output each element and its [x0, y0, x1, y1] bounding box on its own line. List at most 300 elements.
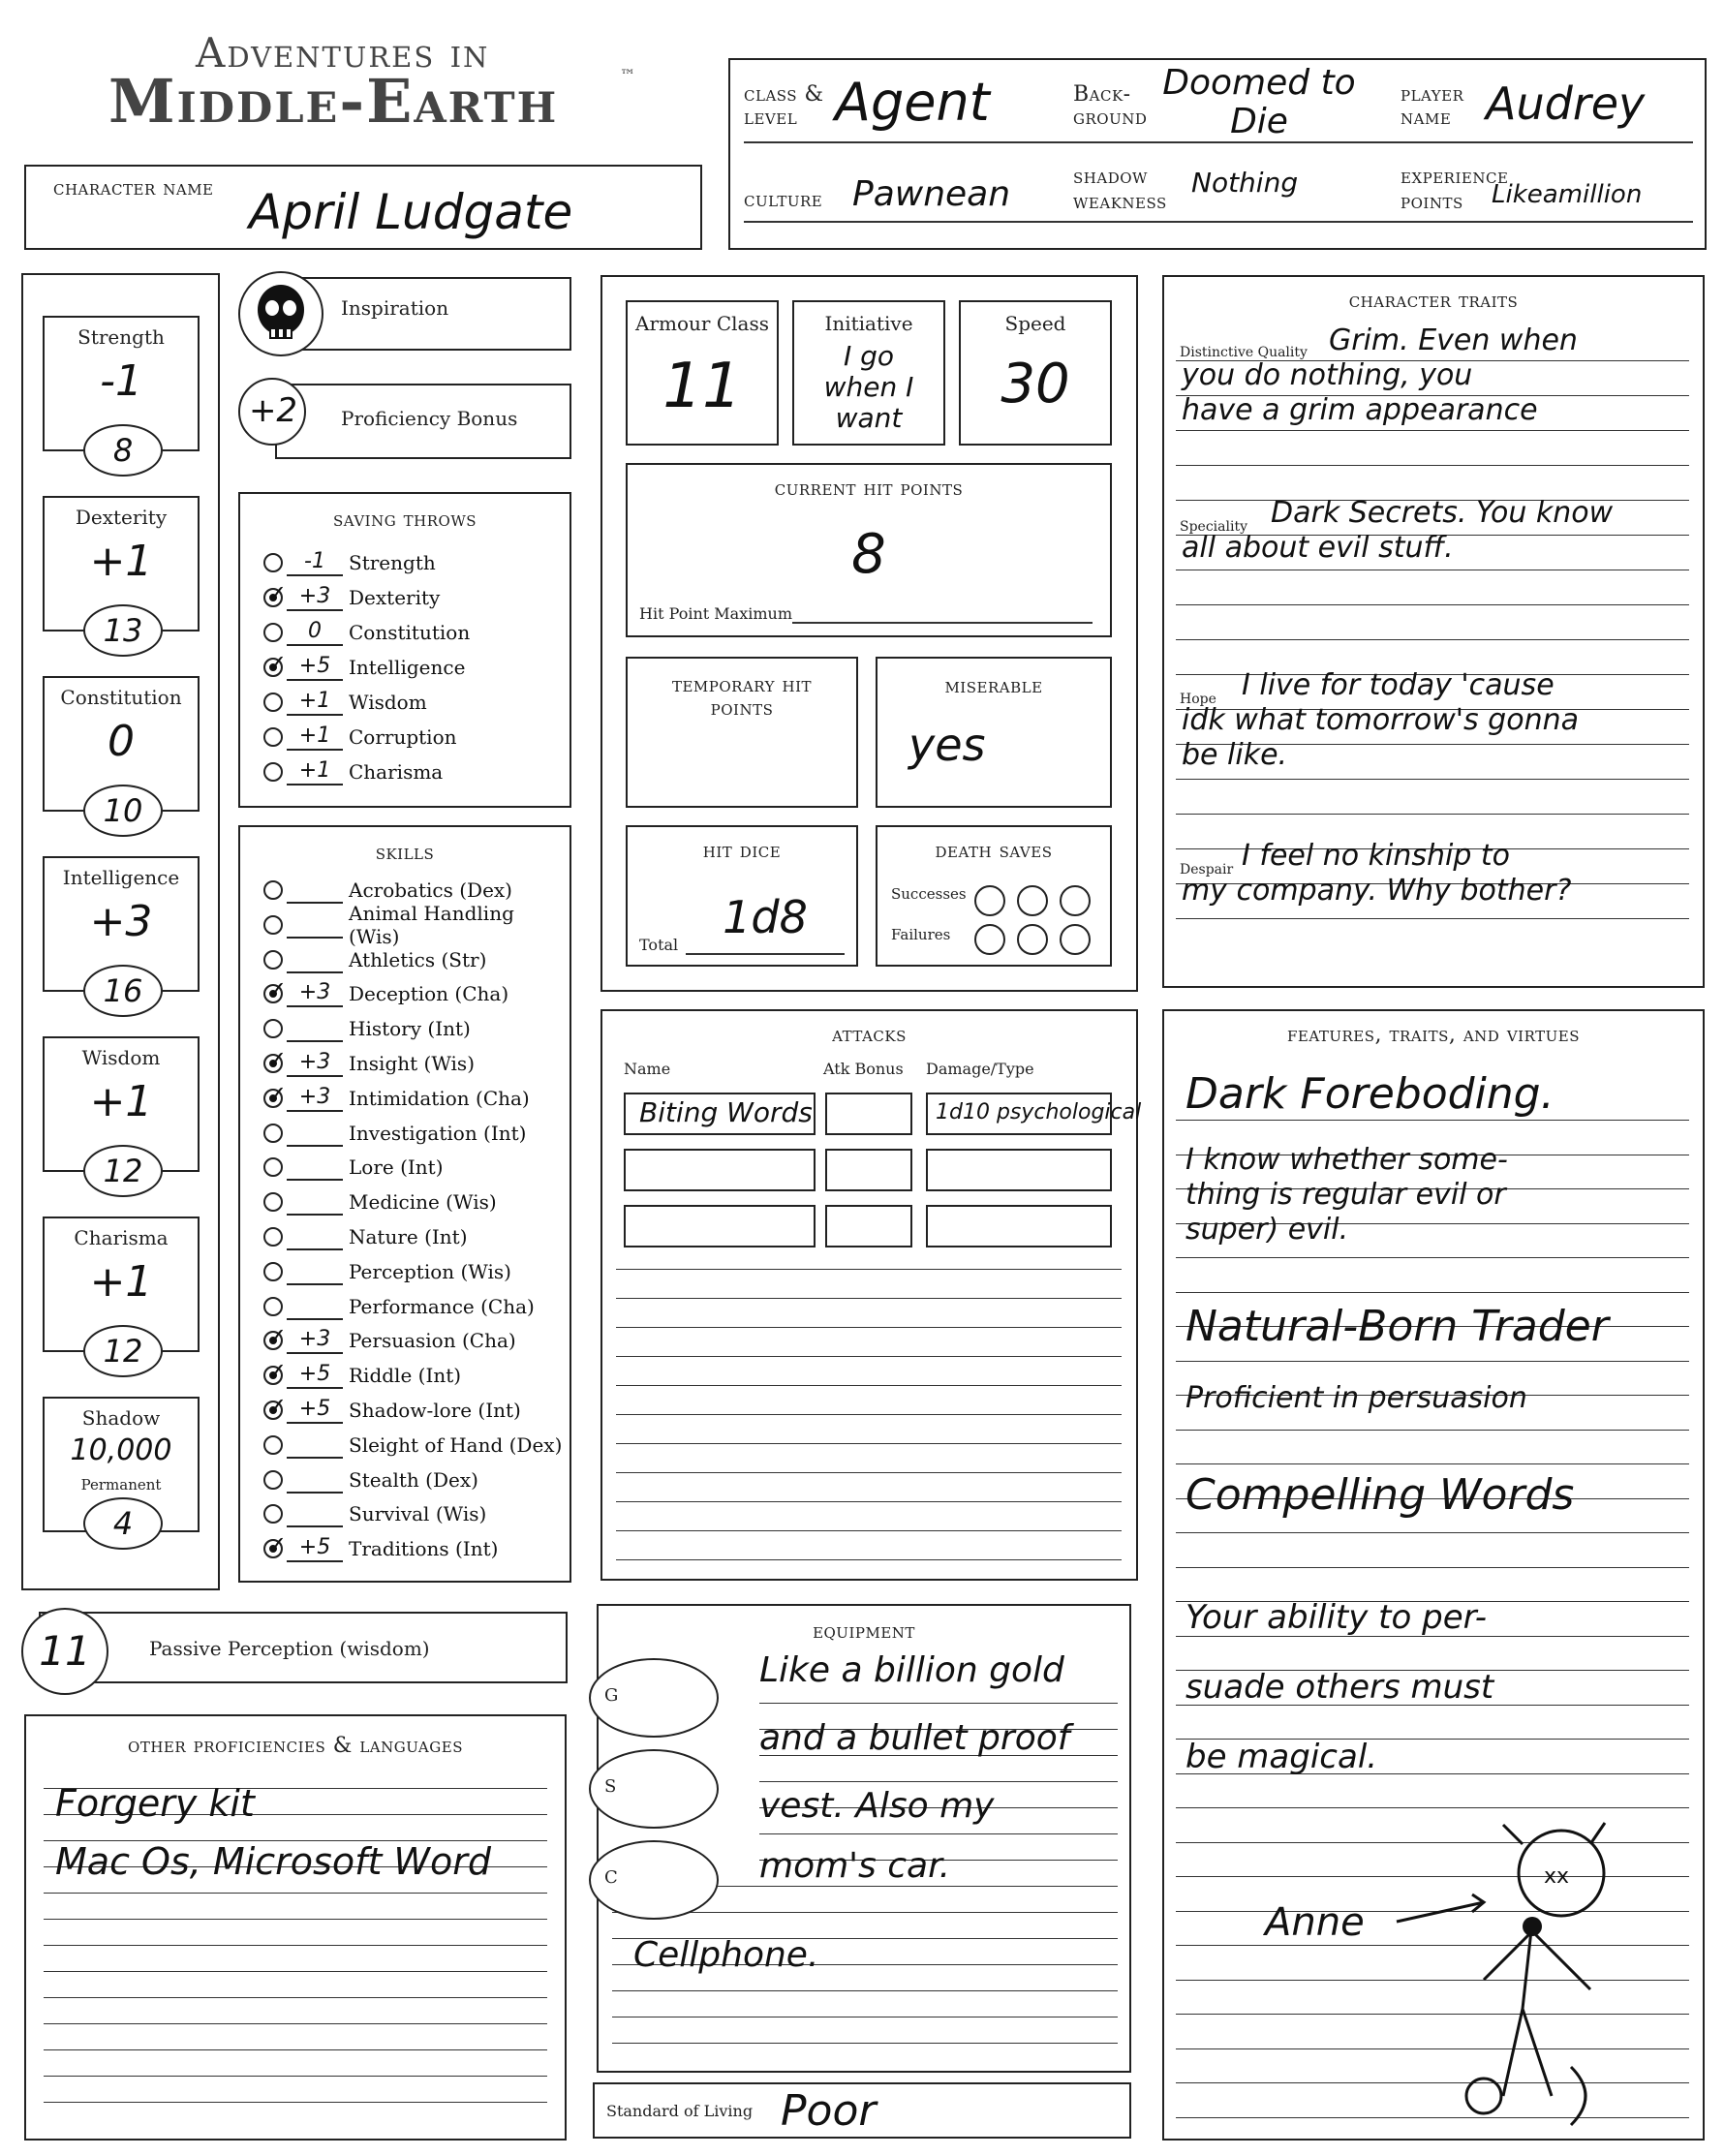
success-circle[interactable] [974, 885, 1005, 916]
skill-proficiency-bubble[interactable] [263, 1080, 288, 1108]
attack-name-field[interactable] [624, 1149, 816, 1191]
feature-line [1176, 1567, 1689, 1568]
attack-note-line [616, 1298, 1122, 1299]
feature-text-line[interactable]: Proficient in persuasion [1185, 1381, 1527, 1415]
skill-name: Riddle (Int) [349, 1364, 462, 1388]
skill-name: Investigation (Int) [349, 1121, 527, 1145]
ability-score[interactable]: 10 [103, 792, 143, 829]
current-hp-label: current hit points [774, 477, 964, 501]
ability-score-circle [83, 424, 163, 477]
checkmark-icon: ✓ [267, 1323, 288, 1351]
other-prof-line [44, 2076, 547, 2077]
skill-name: Perception (Wis) [349, 1259, 511, 1283]
class-level-value[interactable]: Agent [835, 72, 990, 133]
initiative-value[interactable]: I go when I want [823, 340, 914, 434]
skill-modifier[interactable] [287, 911, 343, 939]
hit-dice-total-label: Total [639, 936, 679, 954]
skill-name: Survival (Wis) [349, 1502, 487, 1526]
ability-modifier[interactable]: 0 [108, 717, 135, 766]
skill-proficiency-bubble[interactable] [263, 1157, 283, 1177]
skill-modifier[interactable]: +3 [287, 1085, 343, 1112]
ability-score[interactable]: 12 [103, 1153, 143, 1189]
skill-row[interactable] [263, 1359, 564, 1392]
ability-modifier[interactable]: +1 [89, 1257, 153, 1307]
death-saves-label: death saves [935, 839, 1053, 863]
saving-throw-proficiency-bubble[interactable] [263, 650, 288, 677]
saving-throw-proficiency-bubble[interactable] [263, 693, 283, 712]
ability-score[interactable]: 16 [103, 972, 143, 1009]
feature-line [1176, 1361, 1689, 1362]
features-box [1162, 1009, 1705, 2141]
feature-line [1176, 1430, 1689, 1431]
ability-score-circle [83, 965, 163, 1017]
skull-icon [240, 273, 322, 354]
skill-row[interactable] [263, 1220, 564, 1253]
trait-text-line[interactable]: Dark Secrets. You know [1271, 496, 1614, 530]
other-prof-line [44, 1945, 547, 1946]
skill-row[interactable] [263, 1047, 564, 1080]
saving-throw-modifier[interactable]: +5 [287, 654, 343, 681]
hit-dice-value[interactable]: 1d8 [723, 891, 808, 943]
skill-name: Animal Handling (Wis) [349, 901, 514, 948]
other-prof-line [44, 1919, 547, 1920]
attack-name-field[interactable] [624, 1205, 816, 1247]
trait-text-line[interactable]: Grim. Even when [1329, 323, 1578, 357]
skill-name: Performance (Cha) [349, 1294, 535, 1318]
skill-modifier[interactable] [287, 1500, 343, 1527]
other-prof-line [44, 2023, 547, 2024]
attack-bonus-field[interactable] [825, 1149, 912, 1191]
class-level-label: class & level [744, 82, 824, 130]
checkmark-icon: ✓ [267, 1358, 288, 1386]
checkmark-icon: ✓ [267, 1531, 288, 1559]
equipment-item[interactable]: and a bullet proof [759, 1718, 1070, 1758]
ability-modifier[interactable]: +3 [89, 897, 153, 946]
attack-note-line [616, 1414, 1122, 1415]
temp-hp-box [626, 657, 858, 808]
inspiration-circle[interactable] [238, 271, 323, 356]
experience-label: experience points [1401, 165, 1509, 214]
skill-name: Nature (Int) [349, 1225, 468, 1248]
trait-line [1176, 779, 1689, 780]
saving-throw-modifier[interactable]: +1 [287, 689, 343, 716]
equipment-item[interactable]: vest. Also my [759, 1786, 995, 1826]
success-circle[interactable] [1060, 885, 1091, 916]
ability-score[interactable]: 8 [112, 432, 134, 469]
other-prof-line-2[interactable]: Mac Os, Microsoft Word [55, 1840, 491, 1883]
attack-note-line [616, 1356, 1122, 1357]
saving-throw-name: Intelligence [349, 656, 466, 679]
attacks-box [600, 1009, 1142, 1581]
other-prof-line [44, 1893, 547, 1894]
background-label: Back-ground [1073, 82, 1148, 130]
shadow-weakness-value[interactable]: Nothing [1191, 167, 1299, 199]
shadow-permanent-label: Permanent [80, 1476, 162, 1494]
attack-name-field[interactable] [624, 1093, 816, 1135]
skill-proficiency-bubble[interactable] [263, 1297, 283, 1316]
logo-line2: Middle-Earth [108, 66, 559, 137]
skill-row[interactable] [263, 901, 564, 948]
skill-modifier[interactable] [287, 877, 343, 904]
trait-line [1176, 814, 1689, 815]
saving-throw-modifier[interactable]: -1 [287, 549, 343, 576]
miserable-value[interactable]: yes [908, 719, 986, 771]
saving-throw-row[interactable] [263, 616, 564, 649]
attack-note-line [616, 1530, 1122, 1531]
armour-class-value[interactable]: 11 [662, 351, 742, 422]
ability-label: Dexterity [75, 506, 168, 529]
skill-modifier[interactable] [287, 1293, 343, 1320]
checkmark-icon: ✓ [267, 1046, 288, 1073]
ability-modifier[interactable]: +1 [89, 1077, 153, 1126]
skill-proficiency-bubble[interactable] [263, 1019, 283, 1038]
ability-label: Wisdom [81, 1046, 161, 1069]
saving-throw-proficiency-bubble[interactable] [263, 553, 283, 572]
saving-throw-proficiency-bubble[interactable] [263, 623, 283, 642]
ability-score-circle [83, 1145, 163, 1197]
skill-row[interactable] [263, 1324, 564, 1357]
failures-label: Failures [891, 926, 951, 943]
skill-proficiency-bubble[interactable] [263, 1358, 288, 1386]
saving-throw-proficiency-bubble[interactable] [263, 727, 283, 747]
skill-name: Shadow-lore (Int) [349, 1399, 521, 1422]
sketch-label: Anne [1265, 1900, 1365, 1945]
traits-title: character traits [1348, 289, 1519, 313]
saving-throw-proficiency-bubble[interactable] [263, 762, 283, 782]
skill-proficiency-bubble[interactable] [263, 1124, 283, 1143]
attack-note-line [616, 1327, 1122, 1328]
other-prof-line [44, 2102, 547, 2103]
skill-row[interactable] [263, 1012, 564, 1045]
ability-score-circle [83, 1325, 163, 1377]
skill-proficiency-bubble[interactable] [263, 1531, 288, 1559]
saving-throw-proficiency-bubble[interactable] [263, 580, 288, 607]
attack-note-line [616, 1472, 1122, 1473]
feature-line [1176, 1292, 1689, 1293]
skill-row[interactable] [263, 1394, 564, 1427]
doodle-sketch [1377, 1805, 1687, 2135]
skill-proficiency-bubble[interactable] [263, 1262, 283, 1281]
attacks-col-name: Name [624, 1060, 671, 1078]
traits-box [1162, 275, 1705, 988]
equipment-item[interactable]: Like a billion gold [759, 1650, 1064, 1690]
shadow-permanent-value[interactable]: 4 [112, 1505, 134, 1542]
initiative-label: Initiative [824, 312, 913, 335]
saving-throw-row[interactable] [263, 581, 564, 614]
skill-name: Traditions (Int) [349, 1537, 499, 1561]
skill-modifier[interactable] [287, 1120, 343, 1147]
skill-modifier[interactable] [287, 1258, 343, 1285]
skill-modifier[interactable] [287, 1432, 343, 1459]
skill-modifier[interactable] [287, 1015, 343, 1042]
feature-text-line[interactable]: Your ability to per- [1185, 1598, 1488, 1637]
logo-tm: ™ [620, 66, 635, 84]
skill-row[interactable] [263, 1497, 564, 1530]
trait-text-line[interactable]: be like. [1182, 738, 1288, 772]
feature-title[interactable]: Dark Foreboding. [1185, 1069, 1555, 1119]
trait-text-line[interactable]: my company. Why bother? [1182, 874, 1572, 908]
trait-text-line[interactable]: all about evil stuff. [1182, 531, 1454, 565]
feature-text-line[interactable]: thing is regular evil or [1185, 1178, 1506, 1212]
skill-proficiency-bubble[interactable] [263, 1504, 283, 1524]
feature-title[interactable]: Natural-Born Trader [1185, 1302, 1609, 1351]
attack-name: Biting Words [639, 1096, 813, 1128]
attack-damage-field[interactable] [926, 1149, 1112, 1191]
saving-throw-row[interactable] [263, 686, 564, 719]
shadow-label: Shadow [81, 1406, 161, 1430]
skill-modifier[interactable] [287, 1223, 343, 1250]
other-prof-title: other proficiencies & languages [128, 1734, 463, 1758]
saving-throw-modifier[interactable]: +3 [287, 584, 343, 611]
initiative-box [792, 300, 945, 446]
attack-note-line [616, 1385, 1122, 1386]
logo-line1: Adventures in [196, 29, 490, 77]
skill-modifier[interactable]: +3 [287, 1327, 343, 1354]
skill-row[interactable] [263, 1463, 564, 1496]
skill-proficiency-bubble[interactable] [263, 1435, 283, 1455]
speed-label: Speed [1004, 312, 1066, 335]
player-name-value[interactable]: Audrey [1486, 77, 1646, 130]
checkmark-icon: ✓ [267, 650, 288, 677]
feature-text-line[interactable]: be magical. [1185, 1738, 1378, 1776]
failure-circle[interactable] [1017, 924, 1048, 955]
saving-throws-box [238, 492, 571, 808]
skill-name: History (Int) [349, 1017, 471, 1041]
skill-row[interactable] [263, 977, 564, 1010]
skill-modifier[interactable] [287, 1188, 343, 1216]
trait-text-line[interactable]: have a grim appearance [1182, 393, 1538, 427]
saving-throw-modifier[interactable]: +1 [287, 724, 343, 751]
saving-throw-modifier[interactable]: +1 [287, 758, 343, 785]
feature-text-line[interactable]: I know whether some- [1185, 1143, 1508, 1177]
feature-line [1176, 1532, 1689, 1533]
feature-text-line[interactable]: suade others must [1185, 1668, 1494, 1707]
skill-row[interactable] [263, 1255, 564, 1288]
saving-throw-modifier[interactable]: 0 [287, 619, 343, 646]
skill-name: Athletics (Str) [349, 947, 487, 971]
saving-throw-name: Corruption [349, 725, 457, 749]
skill-name: Medicine (Wis) [349, 1190, 497, 1215]
trait-text-line[interactable]: I live for today 'cause [1242, 668, 1555, 702]
trait-text-line[interactable]: you do nothing, you [1182, 358, 1473, 392]
proficiency-value[interactable]: +2 [248, 391, 298, 430]
header-info-box [728, 58, 1707, 250]
attack-bonus-field[interactable] [825, 1093, 912, 1135]
skill-row[interactable] [263, 1290, 564, 1323]
skill-proficiency-bubble[interactable] [263, 1470, 283, 1490]
equipment-line [759, 1833, 1118, 1834]
ability-label: Strength [77, 325, 165, 349]
shadow-weakness-label: shadow weakness [1073, 165, 1167, 214]
feature-line [1176, 1120, 1689, 1121]
feature-text-line[interactable]: super) evil. [1185, 1213, 1349, 1247]
speed-value[interactable]: 30 [1001, 353, 1070, 416]
ability-score[interactable]: 12 [103, 1333, 143, 1370]
skill-proficiency-bubble[interactable] [263, 915, 283, 935]
culture-label: culture [744, 188, 823, 212]
features-title: features, traits, and virtues [1287, 1023, 1580, 1047]
skill-row[interactable] [263, 1151, 564, 1184]
ability-label: Constitution [60, 686, 182, 709]
shadow-permanent-circle [83, 1497, 163, 1550]
skill-row[interactable] [263, 1117, 564, 1150]
temp-hp-label: temporary hit points [671, 673, 813, 721]
attack-damage-field[interactable] [926, 1093, 1142, 1135]
speed-box [959, 300, 1112, 446]
equipment-line [612, 2043, 1118, 2044]
skill-row[interactable] [263, 1082, 564, 1115]
attack-note-line [616, 1559, 1122, 1560]
trait-line [1176, 918, 1689, 919]
saving-throw-row[interactable] [263, 721, 564, 754]
skill-proficiency-bubble[interactable] [263, 976, 288, 1004]
checkmark-icon: ✓ [267, 1393, 288, 1420]
standard-of-living-value[interactable]: Poor [781, 2086, 877, 2136]
skill-name: Intimidation (Cha) [349, 1086, 530, 1110]
skill-proficiency-bubble[interactable] [263, 1192, 283, 1212]
hit-dice-label: hit dice [702, 839, 782, 863]
skill-modifier[interactable] [287, 1154, 343, 1181]
skill-row[interactable] [263, 1186, 564, 1218]
equipment-item[interactable]: mom's car. [759, 1846, 951, 1886]
equipment-line [759, 1703, 1118, 1704]
trait-text-line[interactable]: I feel no kinship to [1242, 839, 1511, 873]
current-hp-box [626, 463, 1112, 637]
skill-name: Sleight of Hand (Dex) [349, 1432, 563, 1457]
despair-label: Despair [1180, 862, 1234, 878]
skill-proficiency-bubble[interactable] [263, 880, 283, 900]
skill-proficiency-bubble[interactable] [263, 1393, 288, 1420]
skill-modifier[interactable]: +5 [287, 1535, 343, 1562]
skill-row[interactable] [263, 1429, 564, 1462]
coin-copper[interactable] [589, 1840, 719, 1920]
skill-modifier[interactable]: +3 [287, 980, 343, 1007]
saving-throw-row[interactable] [263, 546, 564, 579]
character-name-label: character name [53, 176, 214, 200]
experience-value[interactable]: Likeamillion [1492, 180, 1643, 209]
passive-perception-value[interactable]: 11 [39, 1627, 91, 1675]
miserable-label: miserable [944, 674, 1043, 698]
trait-line [1176, 465, 1689, 466]
attack-note-line [616, 1443, 1122, 1444]
successes-label: Successes [891, 885, 967, 903]
saving-throw-name: Strength [349, 551, 436, 574]
distinctive-label: Distinctive Quality [1180, 345, 1308, 360]
passive-perception-label: Passive Perception (wisdom) [149, 1637, 430, 1660]
trait-line [1176, 430, 1689, 431]
equipment-line [612, 1990, 1118, 1991]
character-name-box [24, 165, 702, 250]
saving-throw-name: Wisdom [349, 691, 427, 714]
trait-text-line[interactable]: idk what tomorrow's gonna [1182, 703, 1579, 737]
other-prof-line [44, 2049, 547, 2050]
ability-score-circle [83, 604, 163, 657]
attacks-col-damage: Damage/Type [926, 1060, 1034, 1078]
failure-circle[interactable] [1060, 924, 1091, 955]
skill-name: Insight (Wis) [349, 1052, 475, 1075]
skill-modifier[interactable]: +5 [287, 1362, 343, 1389]
attack-note-line [616, 1501, 1122, 1502]
coin-silver[interactable] [589, 1749, 719, 1829]
skills-box [238, 825, 571, 1583]
feature-line [1176, 1463, 1689, 1464]
speciality-label: Speciality [1180, 519, 1247, 535]
coin-gold-label: G [604, 1685, 619, 1706]
skill-modifier[interactable] [287, 1466, 343, 1494]
skill-proficiency-bubble[interactable] [263, 950, 283, 970]
skill-name: Persuasion (Cha) [349, 1329, 516, 1353]
skill-row[interactable] [263, 943, 564, 976]
character-name-value[interactable]: April Ludgate [249, 184, 573, 240]
feature-line [1176, 1257, 1689, 1258]
trait-line [1176, 639, 1689, 640]
standard-of-living-box [593, 2082, 1131, 2139]
skill-proficiency-bubble[interactable] [263, 1323, 288, 1351]
proficiency-label: Proficiency Bonus [341, 407, 518, 430]
standard-of-living-label: Standard of Living [606, 2102, 754, 2120]
coin-silver-label: S [604, 1776, 617, 1797]
equipment-item[interactable]: Cellphone. [633, 1935, 819, 1975]
skill-name: Stealth (Dex) [349, 1467, 478, 1492]
failure-circle[interactable] [974, 924, 1005, 955]
attacks-title: attacks [832, 1023, 907, 1047]
death-saves-box [876, 825, 1112, 967]
skill-name: Acrobatics (Dex) [349, 878, 512, 902]
skill-name: Deception (Cha) [349, 982, 509, 1006]
skill-name: Lore (Int) [349, 1155, 444, 1180]
hit-dice-box [626, 825, 858, 967]
skill-proficiency-bubble[interactable] [263, 1227, 283, 1247]
background-value[interactable]: Doomed to Die [1162, 63, 1356, 141]
skill-row[interactable] [263, 1532, 564, 1565]
ability-modifier[interactable]: +1 [89, 537, 153, 586]
feature-title[interactable]: Compelling Words [1185, 1470, 1575, 1520]
attack-bonus-field[interactable] [825, 1205, 912, 1247]
inspiration-label: Inspiration [341, 296, 449, 320]
success-circle[interactable] [1017, 885, 1048, 916]
saving-throw-name: Dexterity [349, 586, 441, 609]
ability-score-circle [83, 785, 163, 837]
ability-label: Intelligence [62, 866, 180, 889]
checkmark-icon: ✓ [267, 976, 288, 1004]
other-prof-line [44, 1971, 547, 1972]
skill-proficiency-bubble[interactable] [263, 1046, 288, 1073]
other-prof-line-1[interactable]: Forgery kit [55, 1782, 255, 1825]
saving-throw-name: Charisma [349, 760, 444, 784]
ability-modifier[interactable]: -1 [100, 356, 142, 406]
saving-throw-name: Constitution [349, 621, 471, 644]
shadow-value[interactable]: 10,000 [70, 1433, 172, 1467]
trait-line [1176, 604, 1689, 605]
skill-modifier[interactable]: +3 [287, 1050, 343, 1077]
attack-damage: 1d10 psychological [936, 1100, 1142, 1124]
saving-throws-title: saving throws [332, 508, 477, 532]
culture-value[interactable]: Pawnean [852, 174, 1011, 214]
saving-throw-row[interactable] [263, 755, 564, 788]
skill-modifier[interactable] [287, 946, 343, 973]
attack-damage-field[interactable] [926, 1205, 1112, 1247]
coin-gold[interactable] [589, 1658, 719, 1738]
checkmark-icon: ✓ [267, 1080, 288, 1108]
saving-throw-row[interactable] [263, 651, 564, 684]
ability-score[interactable]: 13 [103, 612, 143, 649]
svg-text:xx: xx [1544, 1864, 1570, 1889]
other-prof-box [24, 1714, 567, 2141]
hp-max-label: Hit Point Maximum [639, 604, 792, 623]
skill-modifier[interactable]: +5 [287, 1397, 343, 1424]
current-hp-value[interactable]: 8 [851, 523, 886, 586]
other-prof-line [44, 1997, 547, 1998]
